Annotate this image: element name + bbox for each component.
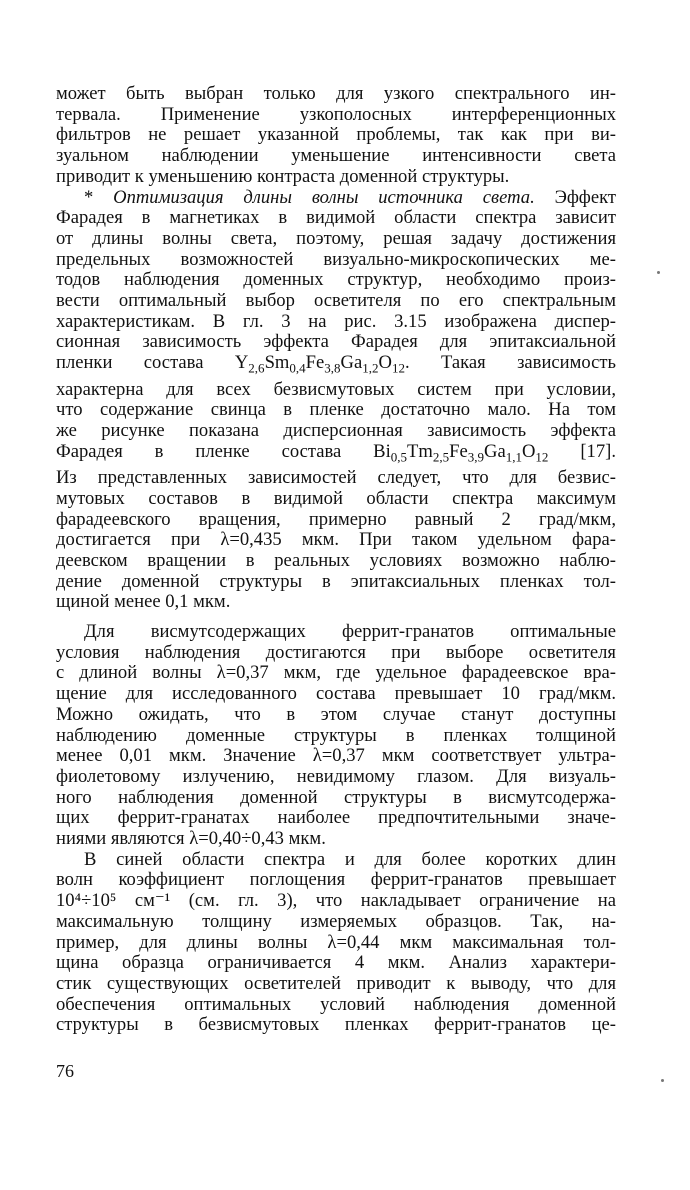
text-line: пленки состава $Y_{2,6}Sm_{0,4}Fe_{3,8}Ga_{1,2}O_{12}$. Такая зависимость xyxy=(56,352,616,376)
text-line: сионная зависимость эффекта Фарадея для эпитаксиальной xyxy=(56,331,616,353)
text-line: что содержание свинца в пленке достаточно мало. На том xyxy=(56,399,616,421)
page-number: 76 xyxy=(56,1061,74,1081)
text-line: мутовых составов в видимой области спектра максимум xyxy=(56,487,616,509)
scan-speck xyxy=(661,1079,664,1082)
text-line: предельных возможностей визуально-микроскопических ме- xyxy=(56,248,616,270)
text-line: зуальном наблюдении уменьшение интенсивности света xyxy=(56,145,616,167)
text-line: ного наблюдения доменной структуры в висмутсодержа- xyxy=(56,786,616,808)
text-line: тервала. Применение узкополосных интерференционных xyxy=(56,103,616,125)
text-line: волн коэффициент поглощения феррит-гранатов превышает xyxy=(56,869,616,891)
text-line: фарадеевского вращения, примерно равный 2 град/мкм, xyxy=(56,508,616,530)
text-line: пример, для длины волны λ=0,44 мкм максимальная тол- xyxy=(56,931,616,953)
text-line: Из представленных зависимостей следует, что для безвис- xyxy=(56,467,616,489)
text-line: щина образца ограничивается 4 мкм. Анализ характери- xyxy=(56,952,616,974)
scan-speck xyxy=(657,271,660,274)
text-line: структуры в безвисмутовых пленках феррит-гранатов це- xyxy=(56,1014,616,1036)
text-line: 10⁴÷10⁵ см⁻¹ (см. гл. 3), что накладывает ограничение на xyxy=(56,890,616,912)
body-text xyxy=(56,84,616,1036)
text-line: фильтров не решает указанной проблемы, так как при ви- xyxy=(56,124,616,146)
text-line: фиолетовому излучению, невидимому глазом. Для визуаль- xyxy=(56,765,616,787)
text-line: может быть выбран только для узкого спектрального ин- xyxy=(56,83,616,104)
text-line: обеспечения оптимальных условий наблюдения доменной xyxy=(56,993,616,1015)
text-line: щих феррит-гранатах наиболее предпочтительными значе- xyxy=(56,807,616,829)
paragraph xyxy=(56,188,616,614)
text-line: Можно ожидать, что в этом случае станут доступны xyxy=(56,703,616,725)
text-line: характеристикам. В гл. 3 на рис. 3.15 изображена диспер- xyxy=(56,310,616,332)
text-line: дение доменной структуры в эпитаксиальных пленках тол- xyxy=(56,570,616,592)
paragraph xyxy=(56,622,616,850)
text-line: В синей области спектра и для более коротких длин xyxy=(84,848,616,870)
text-line: стик существующих осветителей приводит к выводу, что для xyxy=(56,972,616,994)
text-line: от длины волны света, поэтому, решая задачу достижения xyxy=(56,227,616,249)
text-line: щение для исследованного состава превышает 10 град/мкм. xyxy=(56,683,616,705)
text-line: * Оптимизация длины волны источника света. Эффект xyxy=(84,186,616,208)
text-line: вести оптимальный выбор осветителя по его спектральным xyxy=(56,290,616,312)
text-line: достигается при λ=0,435 мкм. При таком удельном фара- xyxy=(56,529,616,551)
paragraph xyxy=(56,850,616,1036)
text-line: тодов наблюдения доменных структур, необходимо произ- xyxy=(56,269,616,291)
text-line: Фарадея в магнетиках в видимой области спектра зависит xyxy=(56,207,616,229)
text-line: с длиной волны λ=0,37 мкм, где удельное фарадеевское вра- xyxy=(56,662,616,684)
text-line: максимальную толщину измеряемых образцов. Так, на- xyxy=(56,910,616,932)
text-line: приводит к уменьшению контраста доменной структуры. xyxy=(56,165,510,187)
text-line: же рисунке показана дисперсионная зависимость эффекта xyxy=(56,419,616,441)
text-line: наблюдению доменные структуры в пленках толщиной xyxy=(56,724,616,746)
text-line: Для висмутсодержащих феррит-гранатов оптимальные xyxy=(84,621,616,643)
text-line: Фарадея в пленке состава $Bi_{0,5}Tm_{2,5}Fe_{3,9}Ga_{1,1}O_{12}$ [17]. xyxy=(56,440,616,465)
text-line: ниями являются λ=0,40÷0,43 мкм. xyxy=(56,828,326,850)
text-line: щиной менее 0,1 мкм. xyxy=(56,591,231,613)
text-line: характерна для всех безвисмутовых систем при условии, xyxy=(56,378,616,400)
text-line: условия наблюдения достигаются при выборе осветителя xyxy=(56,641,616,663)
text-line: деевском вращении в реальных условиях возможно наблю- xyxy=(56,549,616,571)
paragraph xyxy=(56,84,616,188)
text-line: менее 0,01 мкм. Значение λ=0,37 мкм соответствует ультра- xyxy=(56,745,616,767)
